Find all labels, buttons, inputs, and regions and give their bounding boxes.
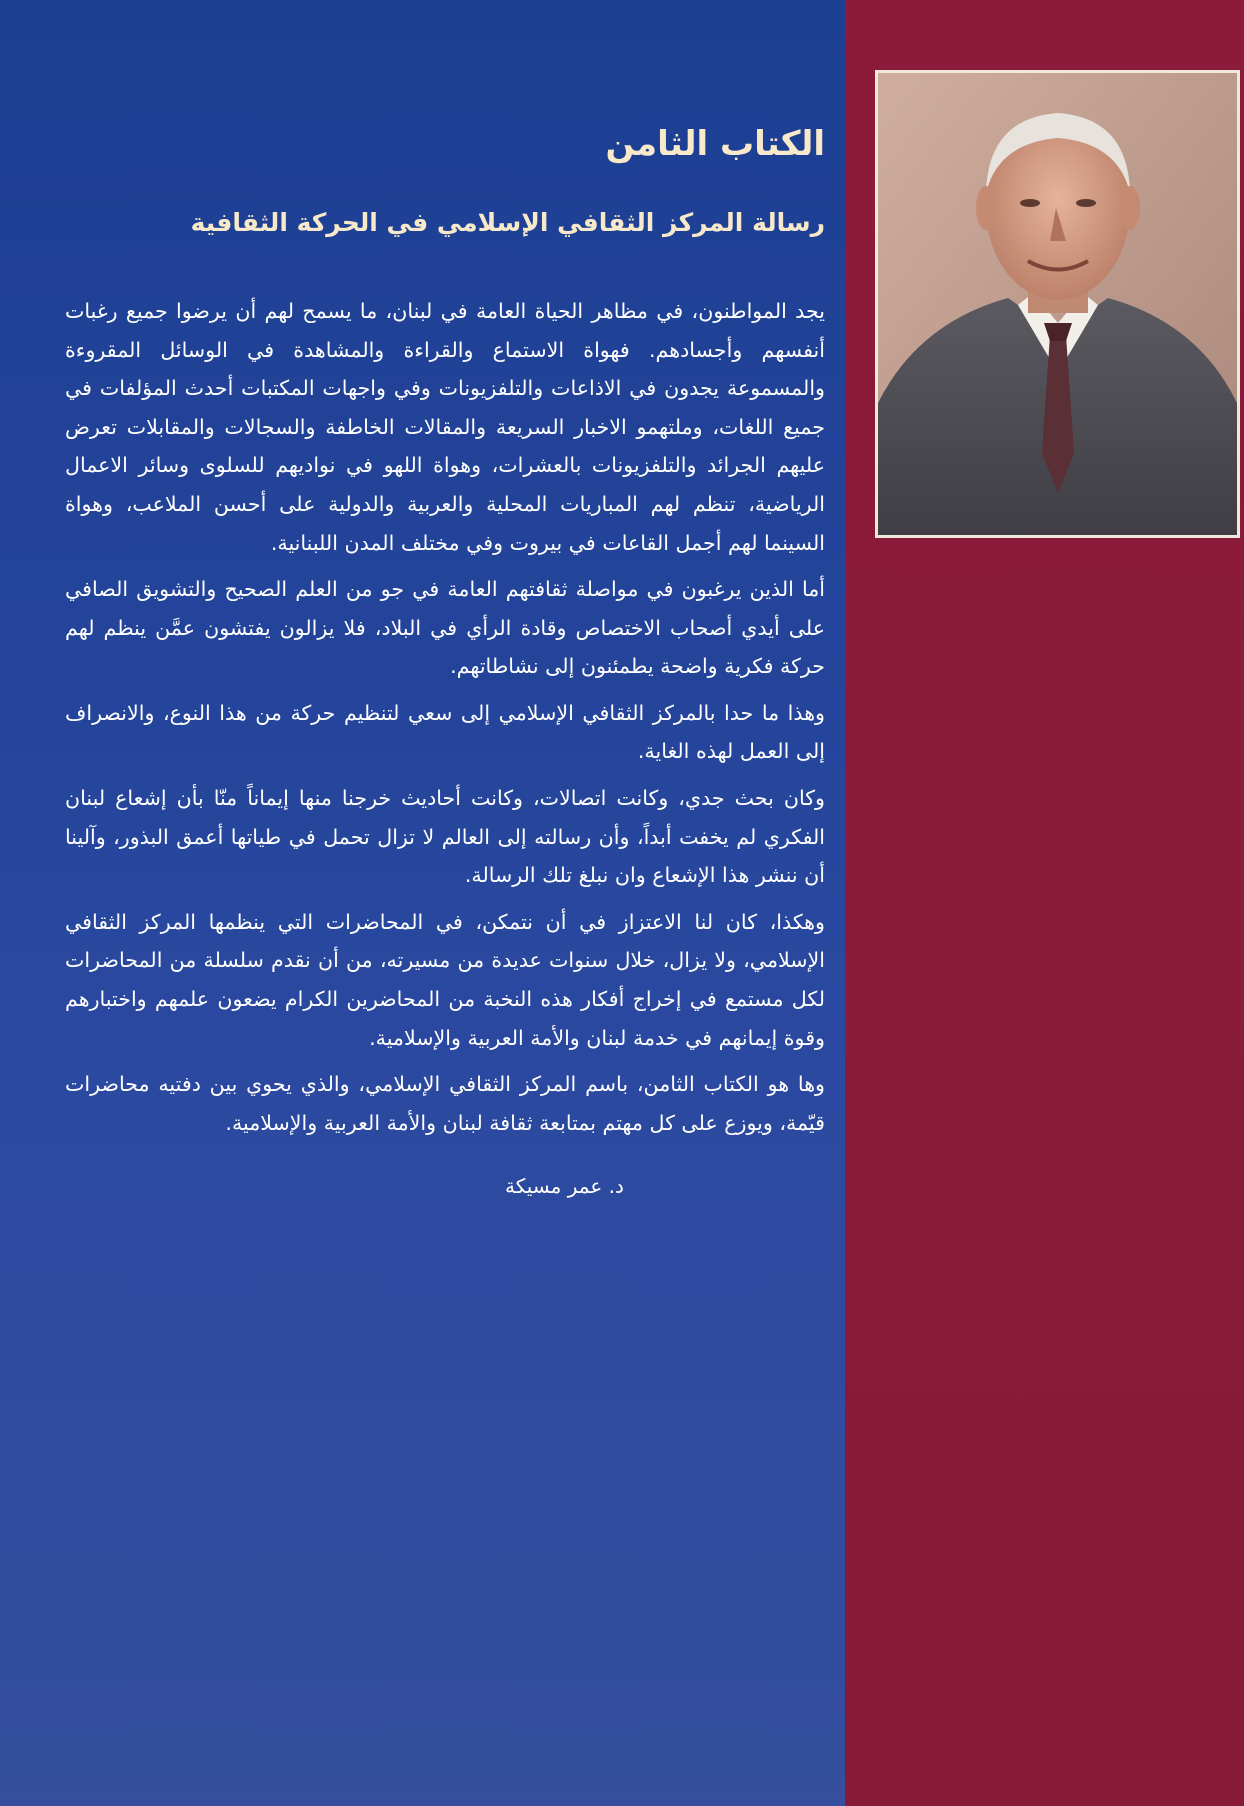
book-title: الكتاب الثامن [605,124,825,164]
author-portrait-photo [875,70,1240,538]
back-cover-text [65,100,825,1198]
paragraph: وها هو الكتاب الثامن، باسم المركز الثقافي الإسلامي، والذي يحوي بين دفتيه محاضرات قيّمة، ويوزع على كل مهتم بمتابعة ثقافة لبنان والأمة العربية والإسلامية. [65,1072,825,1135]
paragraph: وهكذا، كان لنا الاعتزاز في أن نتمكن، في المحاضرات التي ينظمها المركز الثقافي الإسلامي، ولا يزال، خلال سنوات عديدة من مسيرته، من أن نقدم سلسلة من المحاضرات لكل مستمع في إخراج أفكار هذه النخبة من المحاضرين الكرام يضعون علمهم واختبارهم وقوة إيمانهم في خدمة لبنان والأمة العربية والإسلامية. [65,909,825,1050]
paragraph: وهذا ما حدا بالمركز الثقافي الإسلامي إلى سعي لتنظيم حركة من هذا النوع، والانصراف إلى العمل لهذه الغاية. [65,700,825,764]
paragraph: يجد المواطنون، في مظاهر الحياة العامة في لبنان، ما يسمح لهم أن يرضوا جميع رغبات أنفسهم وأجسادهم. فهواة الاستماع والقراءة والمشاهدة في الوسائل المقروءة والمسموعة يجدون في الاذاعات والتلفزيونات وفي واجهات المكتبات أحدث المؤلفات في جميع اللغات، وملتهمو الاخبار السريعة والمقالات الخاطفة والسجالات والمقابلات تعرض عليهم الجرائد والتلفزيونات بالعشرات، وهواة اللهو في نواديهم للسلوى وسائر الاعمال الرياضية، تنظم لهم المباريات المحلية والعربية والدولية على أحسن الملاعب، وهواة السينما لهم أجمل القاعات في بيروت وفي مختلف المدن اللبنانية. [65,298,825,555]
book-subtitle: رسالة المركز الثقافي الإسلامي في الحركة الثقافية [190,208,825,238]
paragraph: أما الذين يرغبون في مواصلة ثقافتهم العامة في جو من العلم الصحيح والتشويق الصافي على أيدي أصحاب الاختصاص وقادة الرأي في البلاد، فلا يزالون يفتشون عمَّن ينظم لهم حركة فكرية واضحة يطمئنون إلى نشاطاتهم. [65,577,825,679]
author-signature: د. عمر مسيكة [505,1174,624,1199]
body-paragraphs [65,292,825,1142]
paragraph: وكان بحث جدي، وكانت اتصالات، وكانت أحاديث خرجنا منها إيماناً منّا بأن إشعاع لبنان الفكري لم يخفت أبداً، وأن رسالته إلى العالم لا تزال تحمل في طياتها أعمق البذور، وآلينا أن ننشر هذا الإشعاع وان نبلغ تلك الرسالة. [65,786,825,888]
